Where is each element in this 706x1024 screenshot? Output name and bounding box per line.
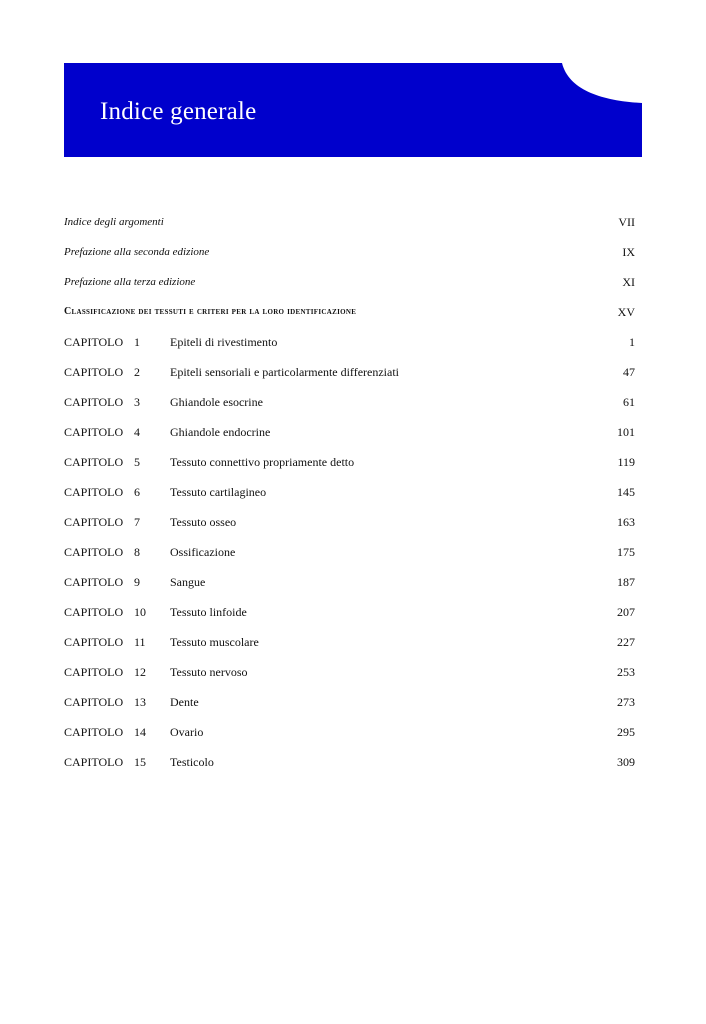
toc-row-chapter[interactable]: [64, 357, 635, 387]
toc-row-chapter[interactable]: [64, 627, 635, 657]
chapter-title: Tessuto osseo: [170, 515, 237, 529]
chapter-number: 3: [134, 395, 140, 409]
toc-page-number: 207: [617, 605, 635, 619]
toc-row-chapter[interactable]: [64, 657, 635, 687]
chapter-number: 14: [134, 725, 146, 739]
chapter-number: 12: [134, 665, 146, 679]
chapter-label: CAPITOLO: [64, 335, 124, 349]
chapter-title: Tessuto connettivo propriamente detto: [170, 455, 355, 469]
chapter-label: CAPITOLO: [64, 695, 124, 709]
toc-page-number: 309: [617, 755, 635, 769]
toc-row-chapter[interactable]: [64, 747, 635, 777]
chapter-title: Tessuto cartilagineo: [170, 485, 267, 499]
toc-page-number: XI: [622, 275, 635, 289]
chapter-title: Ghiandole endocrine: [170, 425, 271, 439]
toc-page-number: 175: [617, 545, 635, 559]
toc-page-number: 145: [617, 485, 635, 499]
toc-page-number: XV: [617, 305, 635, 319]
toc-row-front-matter[interactable]: [64, 237, 635, 267]
chapter-title: Sangue: [170, 575, 206, 589]
toc-page-number: VII: [618, 215, 635, 229]
chapter-label: CAPITOLO: [64, 755, 124, 769]
toc-row-chapter[interactable]: [64, 387, 635, 417]
toc-row-chapter[interactable]: [64, 537, 635, 567]
chapter-label: CAPITOLO: [64, 365, 124, 379]
toc-row-chapter[interactable]: [64, 447, 635, 477]
chapter-title: Epiteli di rivestimento: [170, 335, 278, 349]
chapter-label: CAPITOLO: [64, 395, 124, 409]
toc-page-number: 273: [617, 695, 635, 709]
chapter-title: Ossificazione: [170, 545, 236, 559]
toc-page-number: 253: [617, 665, 635, 679]
chapter-number: 9: [134, 575, 140, 589]
chapter-title: Tessuto nervoso: [170, 665, 248, 679]
toc-page-number: 61: [623, 395, 635, 409]
toc-entry-title: Classificazione dei tessuti e criteri per la loro identificazione: [64, 306, 357, 317]
chapter-title: Dente: [170, 695, 199, 709]
chapter-label: CAPITOLO: [64, 725, 124, 739]
chapter-title: Testicolo: [170, 755, 214, 769]
chapter-title: Tessuto linfoide: [170, 605, 247, 619]
table-of-contents: [64, 207, 635, 777]
toc-page-number: IX: [622, 245, 635, 259]
toc-page-number: 295: [617, 725, 635, 739]
chapter-label: CAPITOLO: [64, 425, 124, 439]
chapter-label: CAPITOLO: [64, 515, 124, 529]
toc-row-front-matter[interactable]: [64, 297, 635, 327]
chapter-label: CAPITOLO: [64, 665, 124, 679]
toc-row-chapter[interactable]: [64, 597, 635, 627]
toc-page-number: 163: [617, 515, 635, 529]
toc-page-number: 1: [629, 335, 635, 349]
chapter-number: 5: [134, 455, 140, 469]
chapter-title: Epiteli sensoriali e particolarmente differenziati: [170, 365, 400, 379]
toc-entry-title: Prefazione alla seconda edizione: [64, 246, 210, 258]
toc-page-number: 101: [617, 425, 635, 439]
toc-row-chapter[interactable]: [64, 717, 635, 747]
chapter-number: 1: [134, 335, 140, 349]
chapter-number: 11: [134, 635, 146, 649]
toc-row-chapter[interactable]: [64, 417, 635, 447]
chapter-number: 6: [134, 485, 140, 499]
chapter-number: 2: [134, 365, 140, 379]
toc-row-front-matter[interactable]: [64, 207, 635, 237]
chapter-title: Ovario: [170, 725, 204, 739]
toc-page-number: 227: [617, 635, 635, 649]
toc-page-number: 187: [617, 575, 635, 589]
chapter-number: 4: [134, 425, 140, 439]
toc-row-chapter[interactable]: [64, 477, 635, 507]
chapter-number: 15: [134, 755, 146, 769]
chapter-label: CAPITOLO: [64, 485, 124, 499]
chapter-title: Ghiandole esocrine: [170, 395, 263, 409]
toc-page-number: 119: [617, 455, 635, 469]
toc-page-number: 47: [623, 365, 635, 379]
toc-entry-title: Indice degli argomenti: [64, 216, 164, 228]
toc-row-front-matter[interactable]: [64, 267, 635, 297]
toc-row-chapter[interactable]: [64, 567, 635, 597]
chapter-number: 7: [134, 515, 140, 529]
chapter-number: 8: [134, 545, 140, 559]
page-title: Indice generale: [100, 98, 257, 125]
toc-row-chapter[interactable]: [64, 327, 635, 357]
chapter-title: Tessuto muscolare: [170, 635, 259, 649]
chapter-label: CAPITOLO: [64, 455, 124, 469]
toc-row-chapter[interactable]: [64, 507, 635, 537]
chapter-number: 10: [134, 605, 146, 619]
chapter-number: 13: [134, 695, 146, 709]
chapter-label: CAPITOLO: [64, 545, 124, 559]
toc-entry-title: Prefazione alla terza edizione: [64, 276, 196, 288]
chapter-label: CAPITOLO: [64, 575, 124, 589]
chapter-label: CAPITOLO: [64, 635, 124, 649]
toc-row-chapter[interactable]: [64, 687, 635, 717]
chapter-label: CAPITOLO: [64, 605, 124, 619]
